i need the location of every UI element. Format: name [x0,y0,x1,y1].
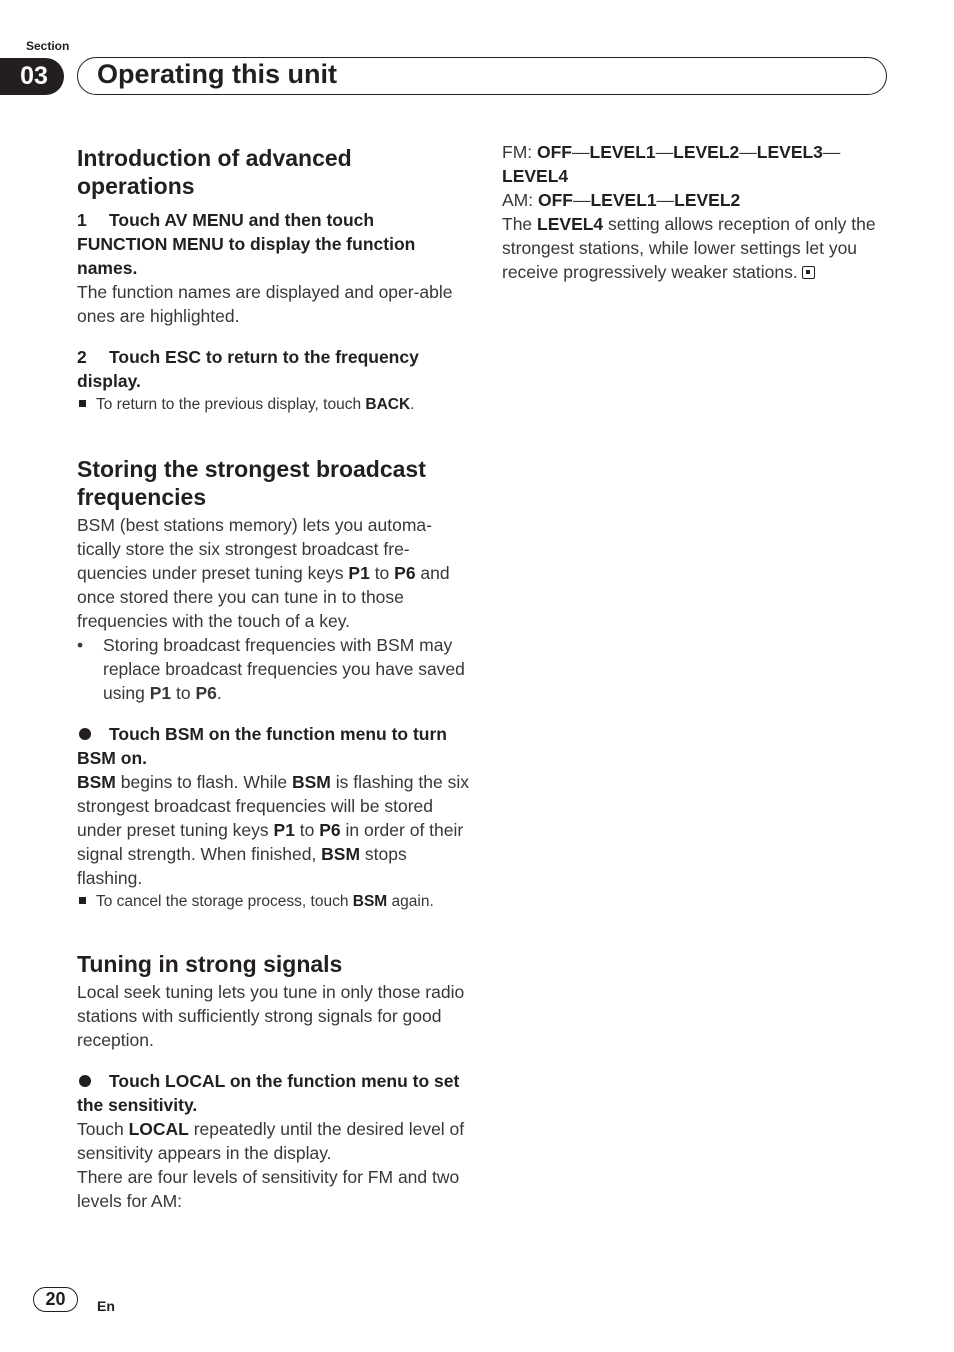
bsm-bullet: • Storing broadcast frequencies with BSM may replace broadcast frequencies you have saved using P1 to P6. [77,635,465,703]
filled-circle-icon [79,1075,91,1087]
square-icon [79,400,86,407]
right-column [502,140,894,284]
local-heading: Tuning in strong signals [77,951,343,977]
fm-levels: FM: OFF—LEVEL1—LEVEL2—LEVEL3— LEVEL4 [502,142,841,186]
intro-heading: Introduction of advanced operations [77,145,352,199]
bsm-note: To cancel the storage process, touch BSM again. [77,890,469,914]
step-text: Touch AV MENU and then touch FUNCTION MENU to display the function names. [77,210,416,278]
local-step: Touch LOCAL on the function menu to set the sensitivity. [77,1071,460,1115]
section-number: 03 [0,58,64,95]
end-of-section-icon [802,266,815,279]
bsm-body: BSM begins to flash. While BSM is flashing the six strongest broadcast frequencies will be stored under preset tuning keys P1 to P6 in order of their signal strength. When finished, BSM stops flashing. [77,772,469,888]
intro-step-1 [77,208,469,280]
bullet-dot-icon: • [77,635,84,655]
page-number: 20 [33,1287,78,1312]
intro-note: To return to the previous display, touch BACK. [77,393,469,417]
bsm-intro: BSM (best stations memory) lets you automa-tically store the six strongest broadcast fre-quencies under preset tuning keys P1 to P6 and once stored there you can tune in to those frequencies with the touch of a key. [77,515,450,631]
step-text: Touch ESC to return to the frequency display. [77,347,419,391]
step-number: 1 [77,210,87,230]
filled-circle-icon [79,728,91,740]
local-levels-intro: There are four levels of sensitivity for FM and two levels for AM: [77,1167,460,1211]
bsm-step: Touch BSM on the function menu to turn BSM on. [77,724,447,768]
level-description: The LEVEL4 setting allows reception of only the strongest stations, while lower settings let you receive progressively weaker stations. [502,214,876,282]
local-body: Touch LOCAL repeatedly until the desired level of sensitivity appears in the display. [77,1119,465,1163]
section-label: Section [26,39,70,53]
left-column [77,140,469,1213]
bsm-heading: Storing the strongest broadcast frequencies [77,456,426,510]
step-number: 2 [77,347,87,367]
square-icon [79,897,86,904]
section-title: Operating this unit [97,59,337,89]
am-levels: AM: OFF—LEVEL1—LEVEL2 [502,190,741,210]
local-intro: Local seek tuning lets you tune in only those radio stations with sufficiently strong signals for good reception. [77,982,465,1050]
intro-step-2 [77,345,469,393]
language-code: En [97,1298,115,1314]
intro-step-1-body: The function names are displayed and oper-able ones are highlighted. [77,282,453,326]
